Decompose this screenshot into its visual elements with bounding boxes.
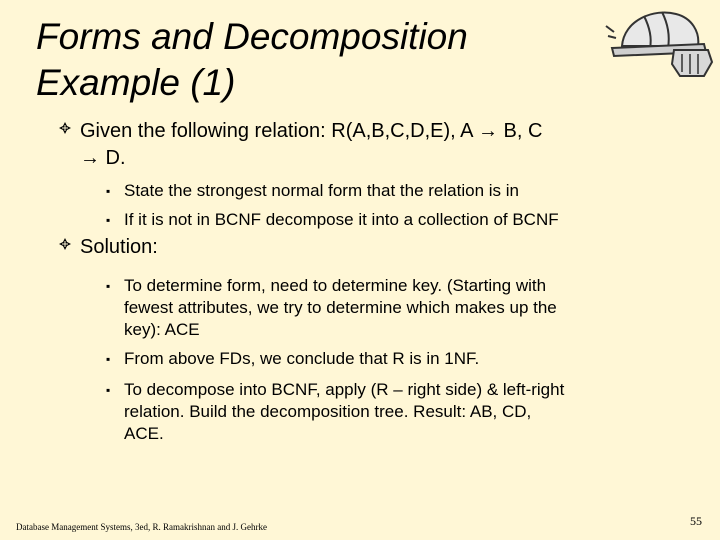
diamond-bullet-icon	[58, 237, 72, 251]
sub-bullet-line-1: To determine form, need to determine key. (Starting with	[124, 276, 547, 295]
sub-bullet-1nf	[106, 348, 664, 370]
title-line-2: Example (1)	[36, 62, 236, 103]
square-bullet-icon: ▪	[106, 184, 111, 198]
hardhat-gloves-icon	[604, 2, 716, 80]
sub-bullet-determine-form	[106, 275, 664, 341]
sub-bullet-line-2: fewest attributes, we try to determine which makes up the	[124, 298, 557, 317]
title-line-1: Forms and Decomposition	[36, 16, 468, 57]
square-bullet-icon: ▪	[106, 213, 111, 227]
square-bullet-icon: ▪	[106, 279, 111, 293]
slide-title	[36, 14, 576, 106]
sub-bullet-line-3: ACE.	[124, 424, 164, 443]
sub-bullet-line-2: relation. Build the decomposition tree. Result: AB, CD,	[124, 402, 532, 421]
sub-bullet-text: State the strongest normal form that the relation is in	[124, 181, 519, 200]
sub-bullet-line-1: To decompose into BCNF, apply (R – right side) & left-right	[124, 380, 565, 399]
bullet-solution	[80, 234, 670, 261]
sub-bullet-line-1: From above FDs, we conclude that R is in 1NF.	[124, 349, 480, 368]
sub-bullet-decompose-bcnf	[106, 209, 664, 231]
bullet-text-line-1: Solution:	[80, 236, 158, 258]
bullet-given-relation	[80, 118, 670, 172]
page-number: 55	[690, 514, 702, 528]
sub-bullet-line-3: key): ACE	[124, 320, 200, 339]
footer-citation: Database Management Systems, 3ed, R. Ramakrishnan and J. Gehrke	[16, 522, 267, 532]
sub-bullet-text: If it is not in BCNF decompose it into a collection of BCNF	[124, 210, 559, 229]
sub-bullet-strongest-form	[106, 180, 664, 202]
square-bullet-icon: ▪	[106, 383, 111, 397]
sub-bullet-decompose	[106, 379, 664, 445]
square-bullet-icon: ▪	[106, 352, 111, 366]
bullet-text-line-1: Given the following relation: R(A,B,C,D,E), A → B, C	[80, 120, 543, 142]
bullet-text-line-2: → D.	[80, 147, 126, 169]
diamond-bullet-icon	[58, 121, 72, 135]
